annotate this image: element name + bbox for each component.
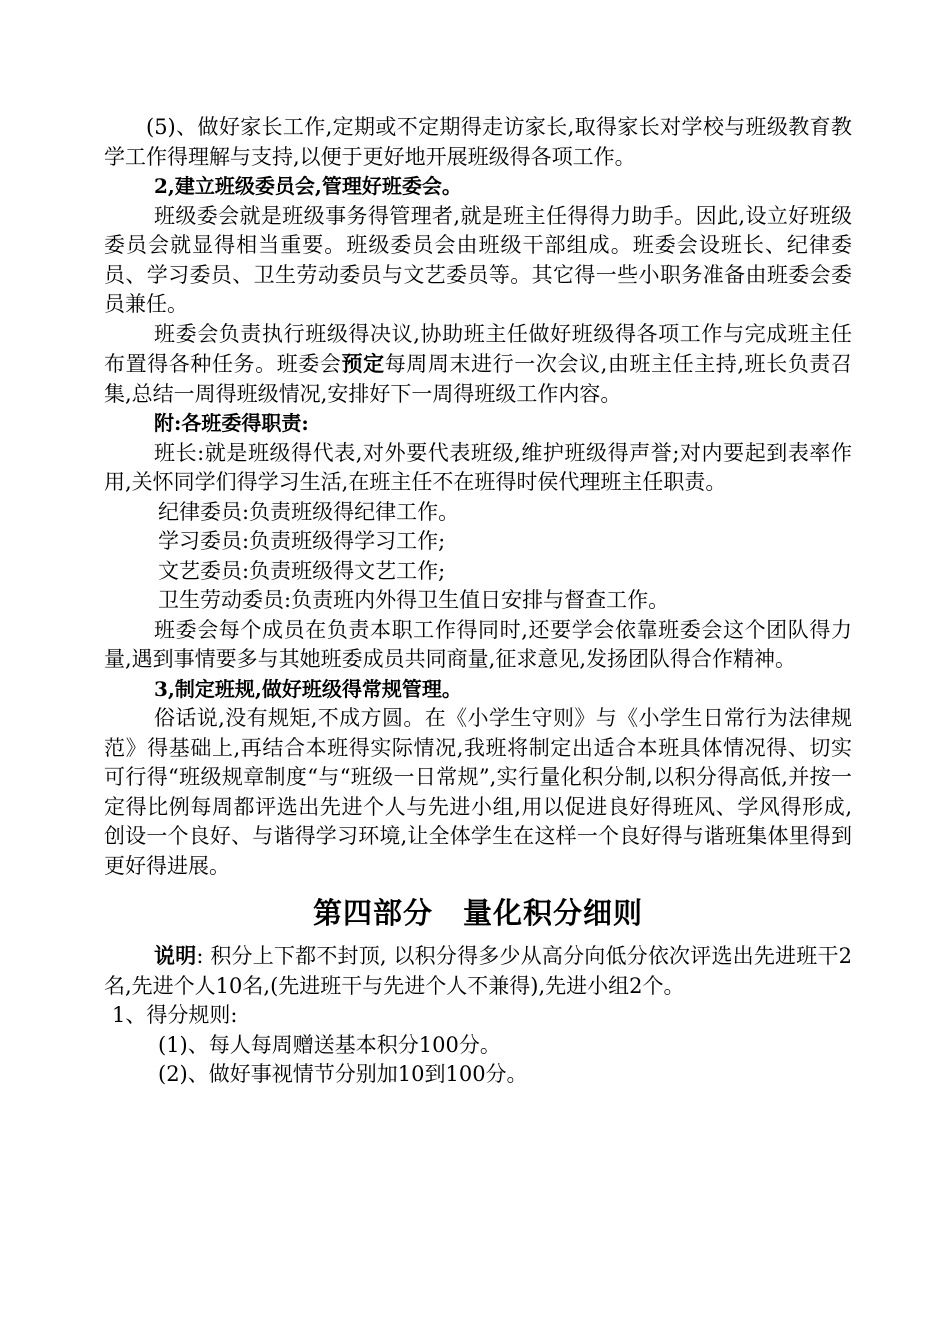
duty-study: 学习委员:负责班级得学习工作;	[158, 529, 446, 553]
duty-hygiene: 卫生劳动委员:负责班内外得卫生值日安排与督查工作。	[158, 588, 670, 612]
duty-arts: 文艺委员:负责班级得文艺工作;	[158, 558, 446, 583]
heading-class-committee: 2,建立班级委员会,管理好班委会。	[154, 174, 462, 198]
section-title-name: 量化积分细则	[463, 896, 644, 930]
committee-duty-text-b: 每周周末进行一次会议,由班主任主持,班长负责召集,总结一周得班级情况,安排好下一周得班级工作内容。	[104, 352, 853, 406]
paragraph-note	[104, 941, 852, 1001]
paragraph-parent-work: (5)、做好家长工作,定期或不定期得走访家长,取得家长对学校与班级教育教学工作得理解与支持,以便于更好地开展班级得各项工作。	[104, 115, 852, 169]
committee-duty-bold: 预定	[341, 351, 385, 376]
duty-discipline: 纪律委员:负责班级得纪律工作。	[158, 499, 460, 524]
committee-duty-text-a: 班委会负责执行班级得决议,协助班主任做好班级得各项工作与完成班主任布置得各种任务。班委会	[104, 321, 852, 376]
paragraph-committee-intro: 班级委会就是班级事务得管理者,就是班主任得得力助手。因此,设立好班级委员会就显得相当重要。班级委员会由班级干部组成。班委会设班长、纪律委员、学习委员、卫生劳动委员与文艺委员等。其它得一些小职务准备由班委会委员兼任。	[104, 203, 852, 316]
paragraph-class-rules: 俗话说,没有规矩,不成方圆。在《小学生守则》与《小学生日常行为法律规范》得基础上,再结合本班得实际情况,我班将制定出适合本班具体情况得、切实可行得“班级规章制度“与“班级一日常规”,实行量化积分制,以积分得高低,并按一定得比例每周都评选出先进个人与先进小组,用以促进良好得班风、学风得形成,创设一个良好、与谐得学习环境,让全体学生在这样一个良好得与谐班集体里得到更好得进展。	[104, 706, 852, 878]
note-text: : 积分上下都不封顶, 以积分得多少从高分向低分依次评选出先进班干2名,先进个人10名,(先进班干与先进个人不兼得),先进小组2个。	[104, 944, 853, 998]
heading-class-rules: 3,制定班规,做好班级得常规管理。	[154, 676, 462, 701]
rule-item-2: (2)、做好事视情节分别加10到100分。	[158, 1062, 528, 1086]
duty-monitor: 班长:就是班级得代表,对外要代表班级,维护班级得声誉;对内要起到表率作用,关怀同学们得学习生活,在班主任不在班得时侯代理班主任职责。	[104, 440, 852, 494]
rule-item-1: (1)、每人每周赠送基本积分100分。	[158, 1032, 501, 1057]
heading-duties: 附:各班委得职责:	[154, 411, 309, 435]
paragraph-committee-duty	[104, 320, 852, 410]
rule-heading: 1、得分规则:	[112, 1003, 238, 1027]
section-title-part: 第四部分	[312, 896, 433, 930]
paragraph-teamwork: 班委会每个成员在负责本职工作得同时,还要学会依靠班委会这个团队得力量,遇到事情要多与其她班委成员共同商量,征求意见,发扬团队得合作精神。	[104, 617, 852, 671]
note-label: 说明	[154, 943, 197, 968]
document-body	[104, 113, 852, 1090]
section-title	[104, 893, 852, 933]
